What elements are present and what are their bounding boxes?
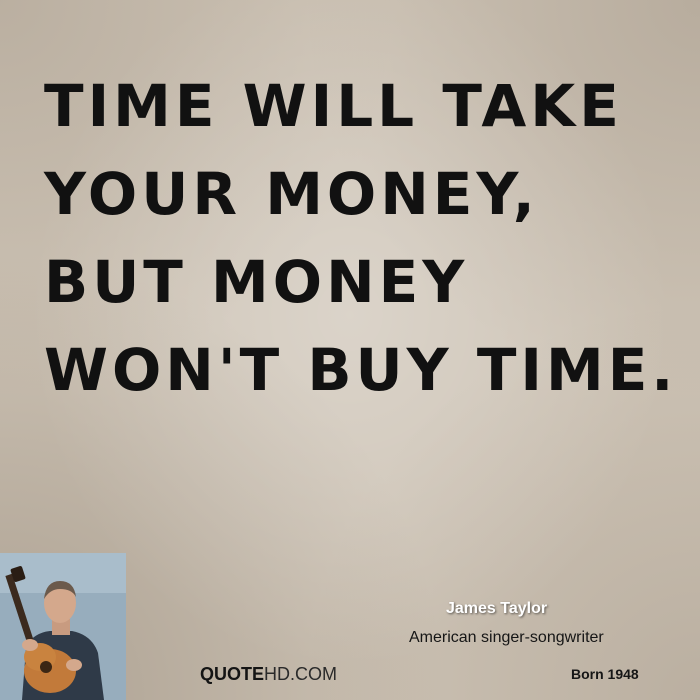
author-born: Born 1948 [571,666,639,682]
author-portrait [0,553,126,700]
quote-line-1: TIME WILL TAKE [44,72,623,140]
site-logo[interactable] [200,664,337,685]
quote-line-3: BUT MONEY [44,248,469,316]
author-name: James Taylor [446,600,548,617]
portrait-photo-icon [0,553,126,700]
site-logo-light: HD.COM [264,664,338,684]
author-title: American singer-songwriter [409,629,604,646]
quote-text [44,62,678,414]
quote-line-4: WON'T BUY TIME. [44,336,678,404]
quote-line-2: YOUR MONEY, [44,160,539,228]
site-logo-bold: QUOTE [200,664,265,684]
